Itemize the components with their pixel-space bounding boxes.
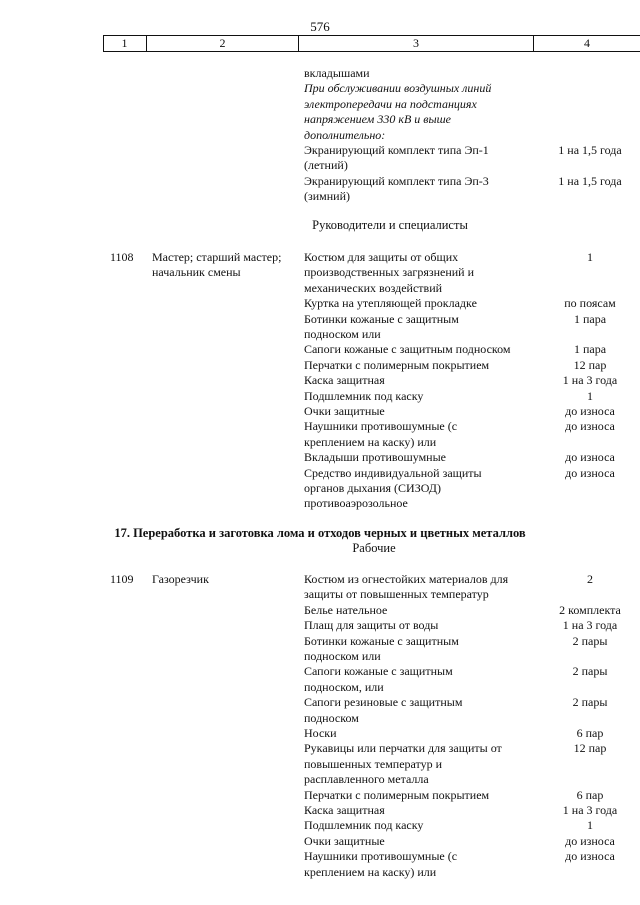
entry-number: 1109: [110, 572, 134, 586]
profession-name: начальник смены: [152, 265, 241, 280]
item-text: Каска защитная: [304, 373, 385, 388]
item-text: Костюм для защиты от общих: [304, 250, 459, 264]
section-title: 17. Переработка и заготовка лома и отходов черных и цветных металлов: [114, 526, 526, 540]
item-text: (летний): [304, 158, 348, 173]
item-norm: до износа: [565, 450, 615, 465]
item-text: Рукавицы или перчатки для защиты от: [304, 741, 502, 756]
item-norm: 12 пар: [573, 741, 607, 756]
item-text: Подшлемник под каску: [304, 388, 424, 403]
item-text: подноском, или: [304, 679, 384, 694]
item-text: креплением на каску) или: [304, 864, 437, 879]
item-text: Каска защитная: [304, 803, 385, 817]
item-norm: 1 на 1,5 года: [558, 143, 622, 157]
item-norm: до износа: [565, 404, 615, 418]
item-norm: 6 пар: [576, 726, 604, 740]
item-norm: до износа: [565, 465, 615, 480]
item-norm: 2 комплекта: [559, 602, 621, 617]
item-text: креплением на каску) или: [304, 434, 437, 449]
item-text: Подшлемник под каску: [304, 818, 424, 833]
item-text: Очки защитные: [304, 404, 385, 418]
item-norm: 1: [587, 250, 593, 264]
item-norm: 1 на 3 года: [562, 618, 618, 633]
item-text: Ботинки кожаные с защитным: [304, 633, 459, 648]
page-number: 576: [310, 19, 330, 34]
item-text: Белье нательное: [304, 602, 388, 617]
item-text: (зимний): [304, 189, 351, 204]
item-norm: 6 пар: [576, 787, 604, 802]
item-text: Куртка на утепляющей прокладке: [304, 296, 477, 311]
item-text: Экранирующий комплект типа Эп-3: [304, 173, 489, 188]
entry-number: 1108: [110, 250, 134, 264]
column-header-row: [103, 35, 640, 52]
item-text: подноском: [304, 710, 359, 725]
item-text: подноском или: [304, 649, 381, 663]
item-text: повышенных температур и: [304, 756, 443, 771]
header-col-1: 1: [121, 36, 128, 50]
item-text: Перчатки с полимерным покрытием: [304, 787, 490, 802]
item-text: Экранирующий комплект типа Эп-1: [304, 143, 489, 157]
continuation-line: При обслуживании воздушных линий: [304, 81, 492, 96]
item-norm: 1 на 1,5 года: [558, 173, 622, 188]
header-col-2: 2: [219, 36, 226, 50]
item-text: Сапоги резиновые с защитным: [304, 695, 463, 710]
item-text: механических воздействий: [304, 280, 443, 295]
continuation-line: электропередачи на подстанциях: [304, 96, 477, 111]
continuation-line: вкладышами: [304, 66, 370, 80]
item-text: Ботинки кожаные с защитным: [304, 311, 459, 326]
item-text: Средство индивидуальной защиты: [304, 465, 482, 480]
item-text: Сапоги кожаные с защитным подноском: [304, 342, 511, 357]
item-text: Вкладыши противошумные: [304, 450, 446, 465]
item-norm: до износа: [565, 833, 615, 848]
item-norm: до износа: [565, 849, 615, 864]
item-text: Сапоги кожаные с защитным: [304, 664, 453, 679]
section-heading: Руководители и специалисты: [312, 218, 468, 232]
item-text: производственных загрязнений и: [304, 265, 475, 280]
item-norm: 1 на 3 года: [562, 803, 618, 817]
continuation-line: дополнительно:: [304, 127, 386, 142]
item-norm: 2 пары: [572, 695, 608, 710]
item-text: защиты от повышенных температур: [304, 587, 489, 602]
item-norm: 2 пары: [572, 633, 608, 648]
item-text: Плащ для защиты от воды: [304, 618, 439, 633]
item-norm: 12 пар: [573, 357, 607, 372]
item-text: органов дыхания (СИЗОД): [304, 481, 441, 495]
item-text: Очки защитные: [304, 833, 385, 848]
item-text: Костюм из огнестойких материалов для: [304, 572, 509, 586]
item-norm: 1 пара: [573, 342, 607, 357]
item-norm: 1 пара: [573, 311, 607, 326]
item-norm: 2: [587, 572, 593, 586]
header-col-3: 3: [413, 36, 419, 50]
item-norm: до износа: [565, 419, 615, 434]
profession-name: Мастер; старший мастер;: [152, 250, 282, 264]
section-subtitle: Рабочие: [352, 541, 396, 555]
continuation-line: напряжением 330 кВ и выше: [304, 112, 452, 127]
item-norm: 1: [587, 818, 593, 833]
item-norm: 1: [587, 388, 593, 403]
item-text: Перчатки с полимерным покрытием: [304, 357, 490, 372]
item-text: Наушники противошумные (с: [304, 419, 458, 434]
header-col-4: 4: [584, 36, 590, 50]
item-text: расплавленного металла: [304, 772, 429, 787]
item-norm: 2 пары: [572, 664, 608, 679]
item-norm: по поясам: [564, 296, 616, 311]
item-norm: 1 на 3 года: [562, 373, 618, 388]
item-text: Наушники противошумные (с: [304, 849, 458, 864]
item-text: Носки: [304, 726, 337, 740]
item-text: подноском или: [304, 327, 381, 341]
item-text: противоаэрозольное: [304, 496, 408, 511]
profession-name: Газорезчик: [152, 572, 209, 586]
